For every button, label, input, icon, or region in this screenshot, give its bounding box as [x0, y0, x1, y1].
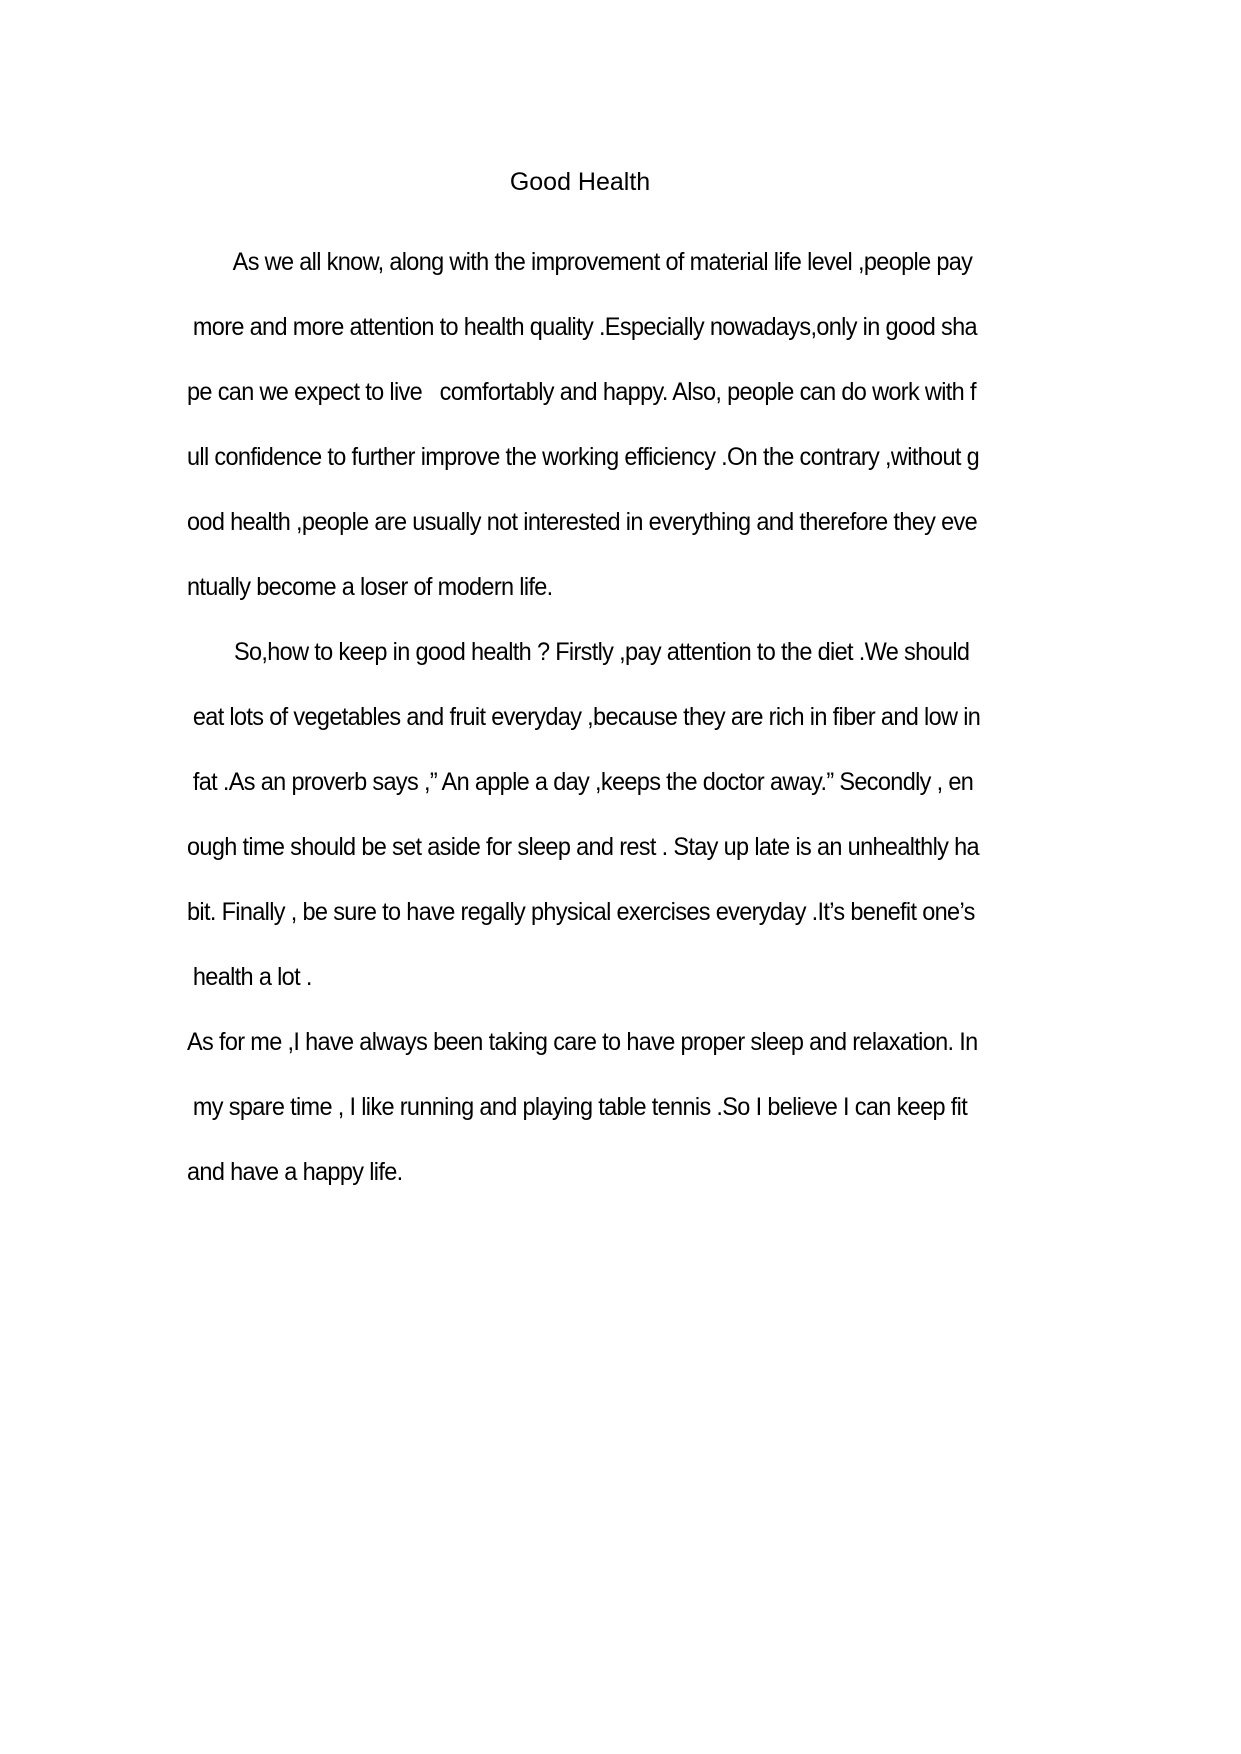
body-line: fat .As an proverb says ,” An apple a day ,keeps the doctor away.” Secondly , en — [187, 768, 974, 796]
body-line: ntually become a loser of modern life. — [187, 573, 553, 601]
body-line: and have a happy life. — [187, 1158, 403, 1186]
body-line: eat lots of vegetables and fruit everyday ,because they are rich in fiber and low in — [187, 703, 981, 731]
body-line: ough time should be set aside for sleep and rest . Stay up late is an unhealthly ha — [187, 833, 979, 861]
body-line: more and more attention to health quality .Especially nowadays,only in good sha — [187, 313, 977, 341]
body-line: ull confidence to further improve the working efficiency .On the contrary ,without g — [187, 443, 980, 471]
document-title: Good Health — [509, 168, 651, 196]
body-line: my spare time , I like running and playing table tennis .So I believe I can keep fit — [187, 1093, 968, 1121]
body-line: As we all know, along with the improvement of material life level ,people pay — [187, 248, 973, 276]
body-line: health a lot . — [187, 963, 312, 991]
body-line: ood health ,people are usually not interested in everything and therefore they eve — [187, 508, 978, 536]
body-line: As for me ,I have always been taking care to have proper sleep and relaxation. In — [187, 1028, 978, 1056]
document-body — [187, 230, 1067, 1205]
body-line: pe can we expect to live comfortably and happy. Also, people can do work with f — [187, 378, 976, 406]
body-line: bit. Finally , be sure to have regally physical exercises everyday .It’s benefit one’s — [187, 898, 975, 926]
body-line: So,how to keep in good health ? Firstly ,pay attention to the diet .We should — [187, 638, 970, 666]
